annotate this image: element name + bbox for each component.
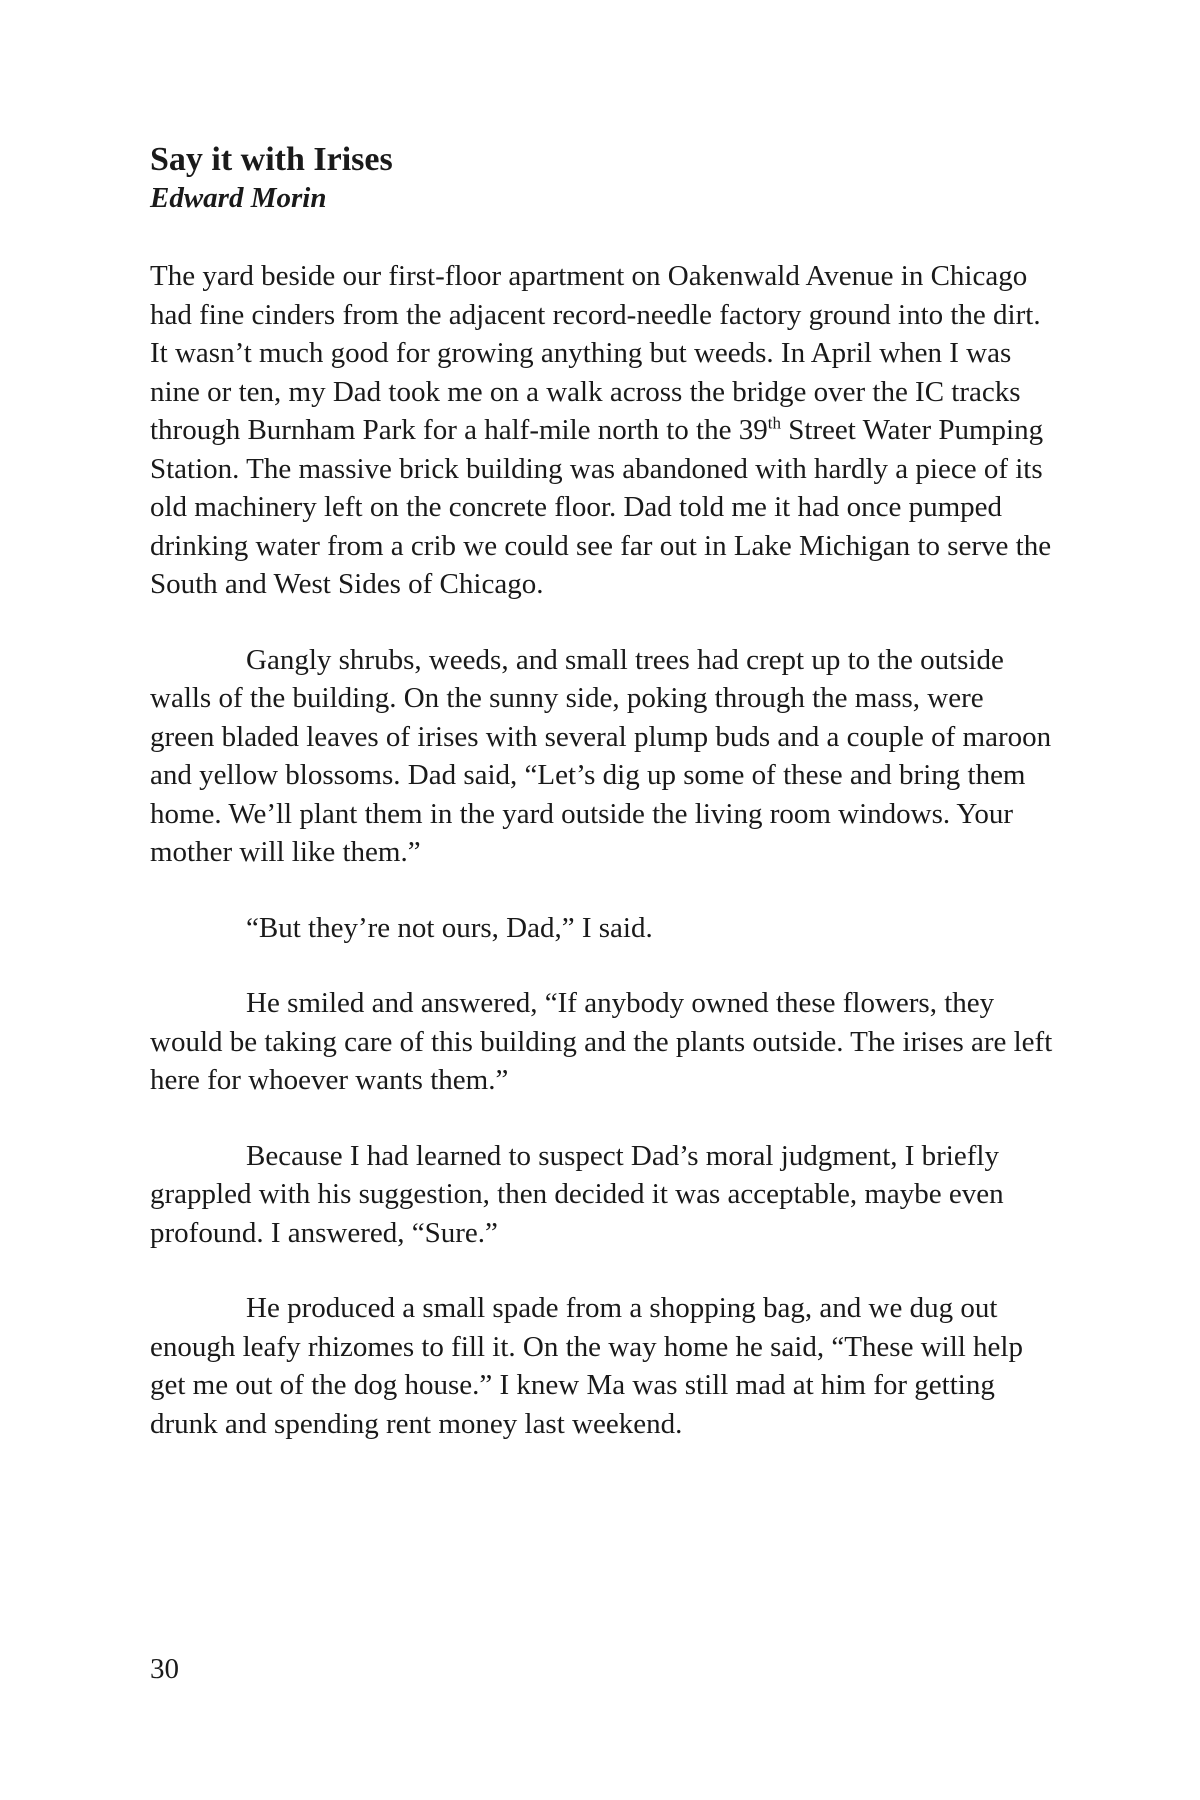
page-number: 30 <box>150 1653 179 1685</box>
paragraph-2: Gangly shrubs, weeds, and small trees had crept up to the outside walls of the building. On the sunny side, poking through the mass, were green bladed leaves of irises with several plump buds and a couple of maroon and yellow blossoms. Dad said, “Let’s dig up some of these and bring them home. We’ll plant them in the yard outside the living room windows. Your mother will like them.” <box>150 643 1052 868</box>
paragraph-1-text-b: Street Water Pumping Station. The massive brick building was abandoned with hardly a piece of its old machinery left on the concrete floor. Dad told me it had once pumped drinking water from a crib we could see far out in Lake Michigan to serve the South and West Sides of Chicago. <box>150 414 1052 600</box>
story-title: Say it with Irises <box>150 141 393 178</box>
paragraph-5: Because I had learned to suspect Dad’s moral judgment, I briefly grappled with his suggestion, then decided it was acceptable, maybe even profound. I answered, “Sure.” <box>150 1139 1004 1249</box>
paragraph-1-text-a: The yard beside our first-floor apartment on Oakenwald Avenue in Chicago had fine cinders from the adjacent record-needle factory ground into the dirt. It wasn’t much good for growing anything but weeds. In April when I was nine or ten, my Dad took me on a walk across the bridge over the IC tracks through Burnham Park for a half-mile north to the 39 <box>150 260 1041 446</box>
paragraph-6: He produced a small spade from a shopping bag, and we dug out enough leafy rhizomes to fill it. On the way home he said, “These will help get me out of the dog house.” I knew Ma was still mad at him for getting drunk and spending rent money last weekend. <box>150 1292 1023 1440</box>
paragraph-3: “But they’re not ours, Dad,” I said. <box>246 911 653 944</box>
paragraph-1 <box>150 257 1055 604</box>
paragraph-4: He smiled and answered, “If anybody owned these flowers, they would be taking care of this building and the plants outside. The irises are left here for whoever wants them.” <box>150 987 1053 1096</box>
story-author: Edward Morin <box>150 182 327 214</box>
ordinal-suffix: th <box>767 413 781 433</box>
page-content <box>150 140 1055 1480</box>
